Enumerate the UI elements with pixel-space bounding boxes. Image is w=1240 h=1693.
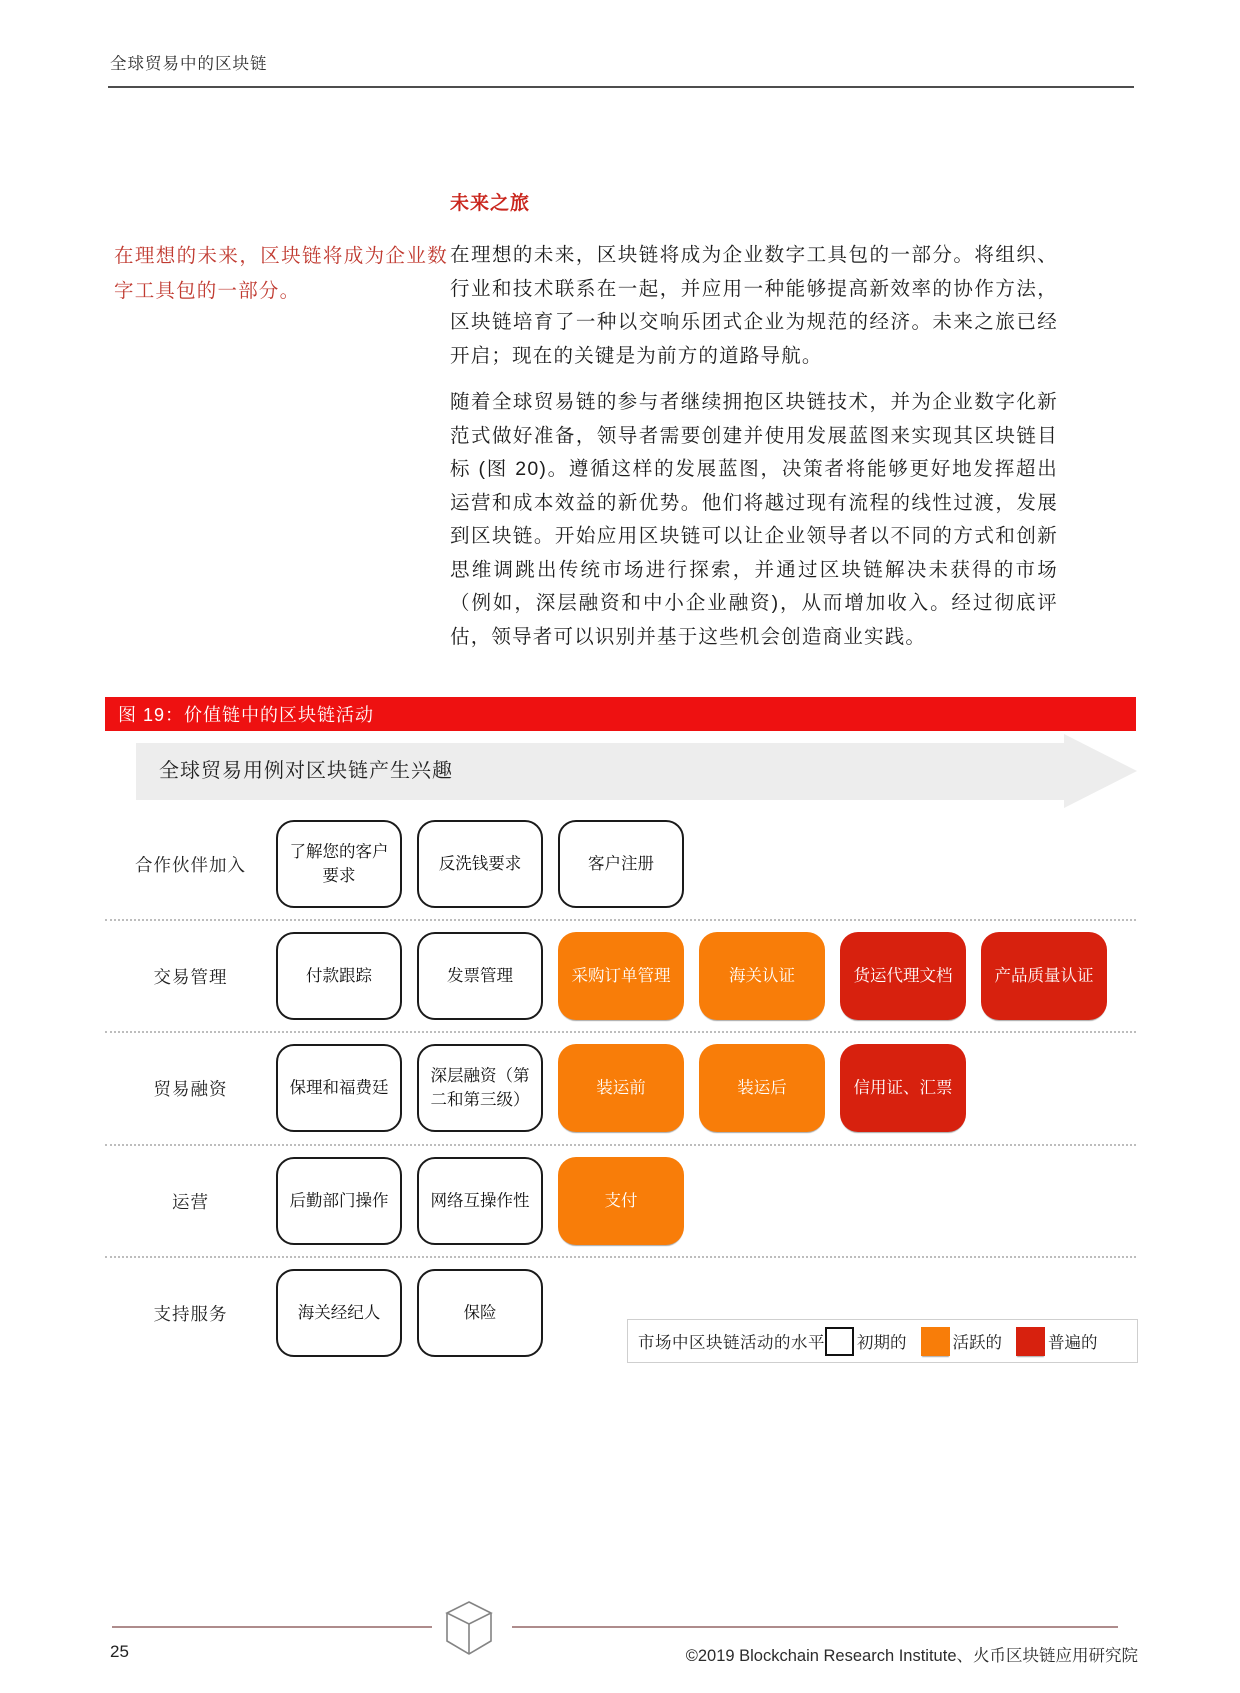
- pull-quote: 在理想的未来，区块链将成为企业数字工具包的一部分。: [114, 245, 448, 302]
- activity-box: [417, 820, 543, 908]
- activity-box-label: 信用证、汇票: [853, 1079, 953, 1097]
- activity-box: [417, 932, 543, 1020]
- page-number: 25: [110, 1642, 129, 1661]
- paragraph: 在理想的未来，区块链将成为企业数字工具包的一部分。将组织、行业和技术联系在一起，并应用一种能够提高新效率的协作方法，区块链培育了一种以交响乐团式企业为规范的经济。未来之旅已经开启；现在的关键是为前方的道路导航。: [450, 244, 1058, 367]
- activity-box-label: 了解您的客户要求: [289, 843, 389, 885]
- activity-box-label: 网络互操作性: [430, 1192, 530, 1210]
- row-separator: [105, 919, 1136, 921]
- activity-box: [558, 932, 684, 1020]
- activity-box: [840, 932, 966, 1020]
- legend: [627, 1319, 1138, 1363]
- value-chain-row: [105, 820, 1136, 908]
- activity-box: [840, 1044, 966, 1132]
- activity-box: [417, 1269, 543, 1357]
- activity-box: [558, 1157, 684, 1245]
- footer-rule: [512, 1626, 1118, 1628]
- activity-box: [558, 820, 684, 908]
- row-label: 支持服务: [153, 1303, 228, 1324]
- activity-box: [417, 1157, 543, 1245]
- activity-box-label: 装运前: [596, 1079, 646, 1097]
- activity-box-label: 客户注册: [588, 855, 654, 873]
- value-chain-row: [105, 1157, 1136, 1245]
- legend-swatch-early: [825, 1327, 854, 1356]
- activity-box: [276, 1157, 402, 1245]
- row-label: 合作伙伴加入: [135, 854, 246, 875]
- activity-box: [276, 1269, 402, 1357]
- cube-logo-icon: [441, 1600, 497, 1661]
- activity-box-label: 反洗钱要求: [438, 855, 522, 873]
- legend-label: 市场中区块链活动的水平: [638, 1334, 825, 1352]
- running-header: 全球贸易中的区块链: [110, 55, 268, 73]
- activity-box-label: 货运代理文档: [853, 967, 953, 985]
- legend-item-label: 普遍的: [1048, 1334, 1098, 1352]
- row-separator: [105, 1256, 1136, 1258]
- row-label: 运营: [172, 1191, 209, 1212]
- figure-banner: [105, 697, 1136, 731]
- arrow-title: 全球贸易用例对区块链产生兴趣: [159, 760, 453, 782]
- paragraph: 随着全球贸易链的参与者继续拥抱区块链技术，并为企业数字化新范式做好准备，领导者需要创建并使用发展蓝图来实现其区块链目标 (图 20)。遵循这样的发展蓝图，决策者将能够更好地发挥超出运营和成本效益的新优势。他们将越过现有流程的线性过渡，发展到区块链。开始应用区块链可以让企业领导者以不同的方式和创新思维调跳出传统市场进行探索，并通过区块链解决未获得的市场（例如，深层融资和中小企业融资)，从而增加收入。经过彻底评估，领导者可以识别并基于这些机会创造商业实践。: [450, 391, 1058, 648]
- legend-item-label: 活跃的: [952, 1334, 1002, 1352]
- activity-box: [276, 820, 402, 908]
- activity-box: [417, 1044, 543, 1132]
- section-heading: 未来之旅: [450, 193, 531, 214]
- activity-box-label: 海关经纪人: [297, 1304, 381, 1322]
- activity-box-label: 后勤部门操作: [289, 1192, 389, 1210]
- activity-box-label: 产品质量认证: [994, 967, 1094, 985]
- value-chain-row: [105, 1044, 1136, 1132]
- activity-box-label: 保理和福费廷: [289, 1079, 389, 1097]
- legend-swatch-active: [921, 1327, 950, 1356]
- activity-box-label: 装运后: [737, 1079, 787, 1097]
- activity-box: [981, 932, 1107, 1020]
- row-separator: [105, 1144, 1136, 1146]
- activity-box: [699, 1044, 825, 1132]
- activity-box-label: 付款跟踪: [306, 967, 372, 985]
- footer-rule: [112, 1626, 432, 1628]
- activity-box: [699, 932, 825, 1020]
- row-label: 交易管理: [153, 966, 228, 987]
- interest-arrow: [136, 743, 1064, 800]
- figure-banner-title: 图 19：价值链中的区块链活动: [118, 705, 375, 725]
- activity-box-label: 深层融资（第二和第三级）: [430, 1067, 530, 1109]
- value-chain-row: [105, 932, 1136, 1020]
- activity-box: [558, 1044, 684, 1132]
- legend-item-label: 初期的: [857, 1334, 907, 1352]
- activity-box-label: 采购订单管理: [571, 967, 671, 985]
- legend-swatch-prevalent: [1016, 1327, 1045, 1356]
- activity-box-label: 支付: [604, 1192, 638, 1210]
- row-separator: [105, 1031, 1136, 1033]
- header-rule: [108, 86, 1134, 88]
- activity-box-label: 发票管理: [447, 967, 513, 985]
- activity-box: [276, 932, 402, 1020]
- activity-box-label: 海关认证: [729, 967, 795, 985]
- footer-credit: ©2019 Blockchain Research Institute、火币区块链应用研究院: [685, 1647, 1138, 1665]
- activity-box-label: 保险: [463, 1304, 497, 1322]
- activity-box: [276, 1044, 402, 1132]
- row-label: 贸易融资: [153, 1078, 228, 1099]
